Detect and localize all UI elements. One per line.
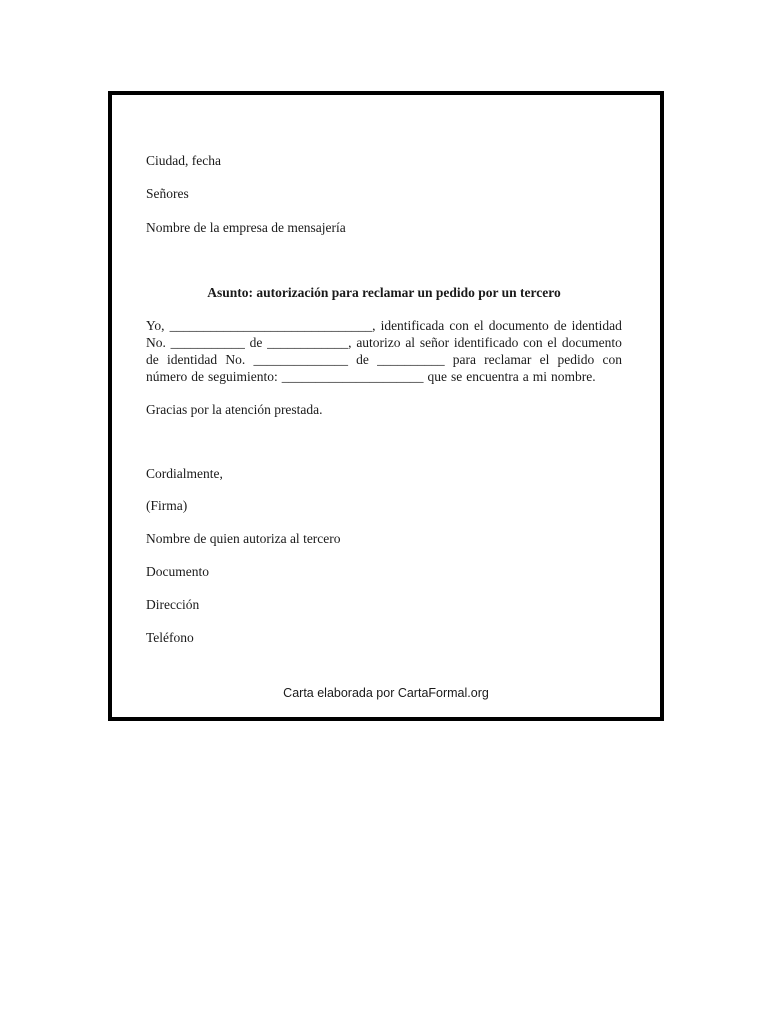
footer-credit: Carta elaborada por CartaFormal.org [283,686,489,700]
subject-line: Asunto: autorización para reclamar un pedido por un tercero [207,285,561,300]
body-line: de identidad No. ______________ de __________ para reclamar el pedido con [146,352,622,367]
company-name-line: Nombre de la empresa de mensajería [146,220,346,235]
address-line: Dirección [146,597,200,612]
closing-line: Cordialmente, [146,466,223,481]
authorizer-name-line: Nombre de quien autoriza al tercero [146,531,341,546]
signature-line: (Firma) [146,498,188,513]
phone-line: Teléfono [146,630,194,645]
body-line: Yo, ______________________________, identificada con el documento de identidad [146,318,622,333]
salutation-line: Señores [146,186,189,201]
thanks-line: Gracias por la atención prestada. [146,402,323,417]
city-date-line: Ciudad, fecha [146,153,221,168]
body-line: No. ___________ de ____________, autorizo al señor identificado con el documento [146,335,622,350]
body-line: número de seguimiento: _____________________ que se encuentra a mi nombre. [146,369,596,384]
body-paragraph [146,317,622,385]
letter-page [108,91,664,721]
document-line: Documento [146,564,209,579]
